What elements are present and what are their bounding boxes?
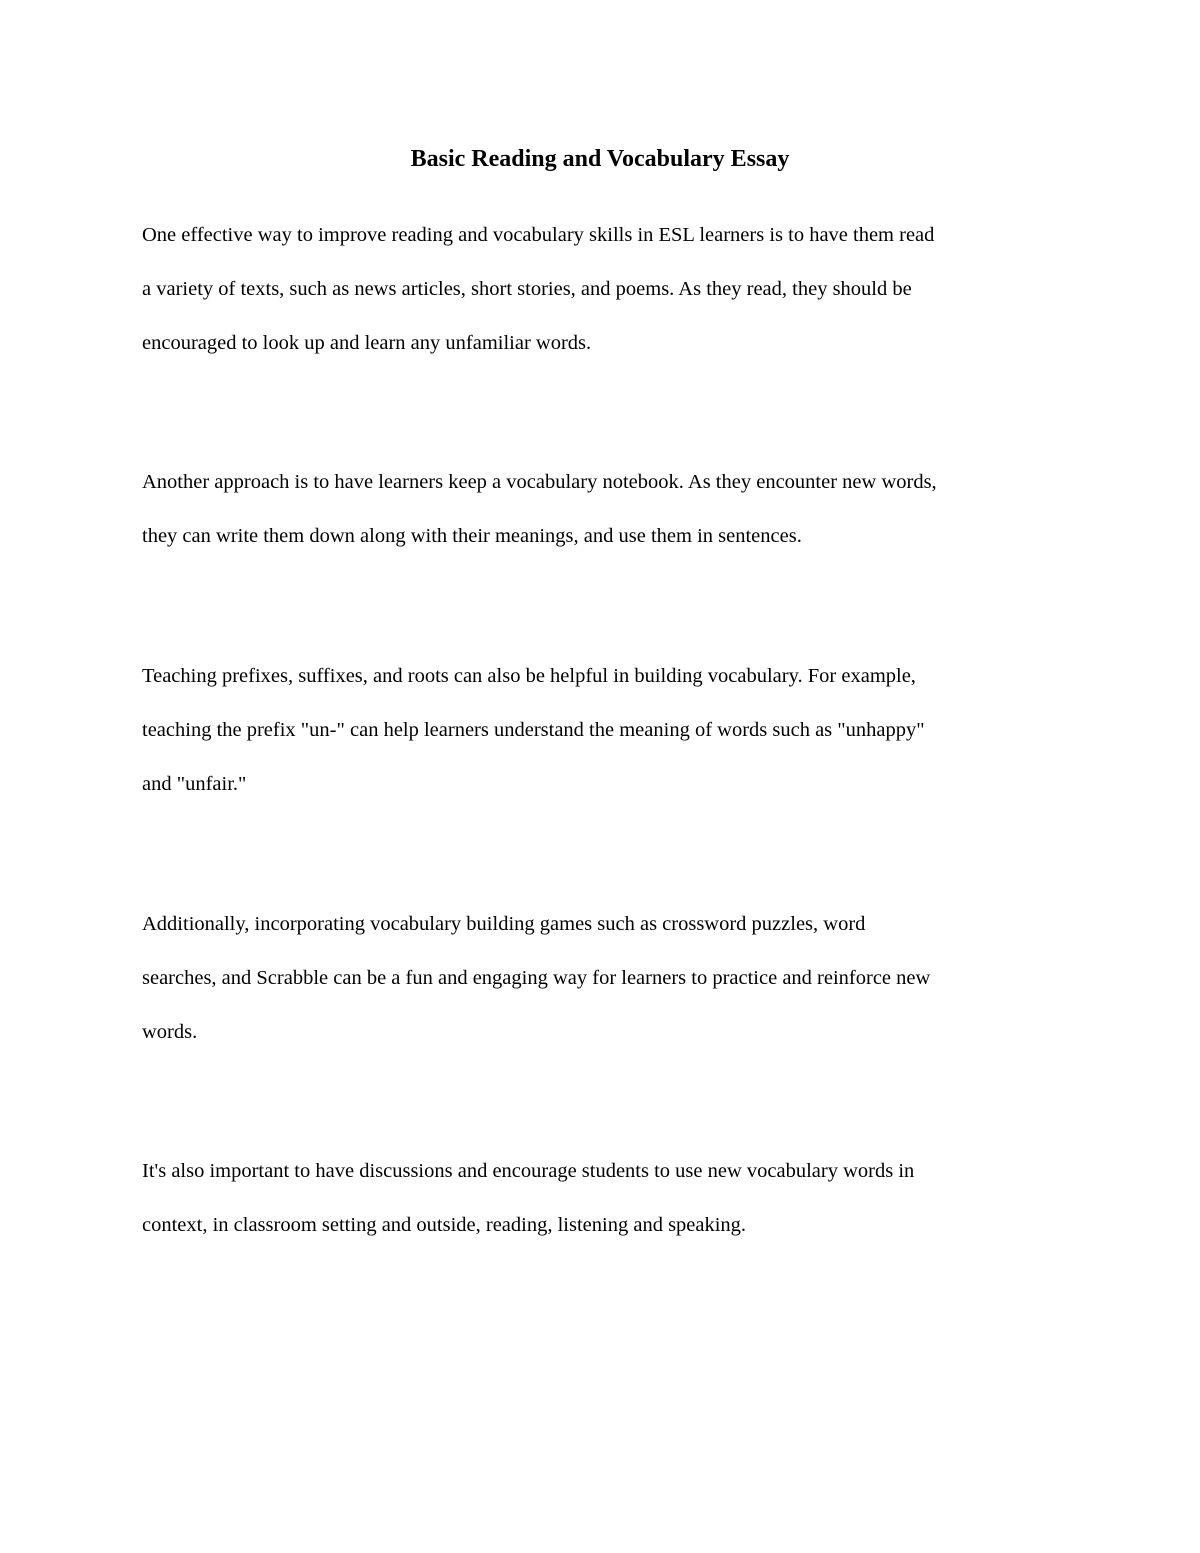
paragraph-line: encouraged to look up and learn any unfamiliar words.	[142, 332, 592, 354]
paragraph-line: searches, and Scrabble can be a fun and engaging way for learners to practice and reinforce new	[142, 967, 931, 989]
document-title: Basic Reading and Vocabulary Essay	[410, 146, 790, 172]
paragraph-prefixes-suffixes	[142, 649, 1072, 811]
paragraph-line: One effective way to improve reading and vocabulary skills in ESL learners is to have them read	[142, 224, 935, 246]
paragraph-line: Teaching prefixes, suffixes, and roots can also be helpful in building vocabulary. For example,	[142, 665, 916, 687]
paragraph-line: teaching the prefix "un-" can help learners understand the meaning of words such as "unhappy"	[142, 719, 925, 741]
paragraph-vocabulary-games	[142, 897, 1072, 1059]
paragraph-line: and "unfair."	[142, 773, 247, 795]
paragraph-line: Another approach is to have learners keep a vocabulary notebook. As they encounter new words,	[142, 471, 937, 493]
paragraph-reading-variety	[142, 208, 1072, 370]
paragraph-line: they can write them down along with their meanings, and use them in sentences.	[142, 525, 802, 547]
paragraph-line: a variety of texts, such as news articles, short stories, and poems. As they read, they should be	[142, 278, 912, 300]
paragraph-line: words.	[142, 1021, 198, 1043]
paragraph-line: Additionally, incorporating vocabulary building games such as crossword puzzles, word	[142, 913, 866, 935]
paragraph-vocabulary-notebook	[142, 455, 1072, 563]
paragraph-line: It's also important to have discussions and encourage students to use new vocabulary words in	[142, 1160, 915, 1182]
paragraph-line: context, in classroom setting and outside, reading, listening and speaking.	[142, 1214, 747, 1236]
paragraph-discussions-context	[142, 1144, 1072, 1252]
